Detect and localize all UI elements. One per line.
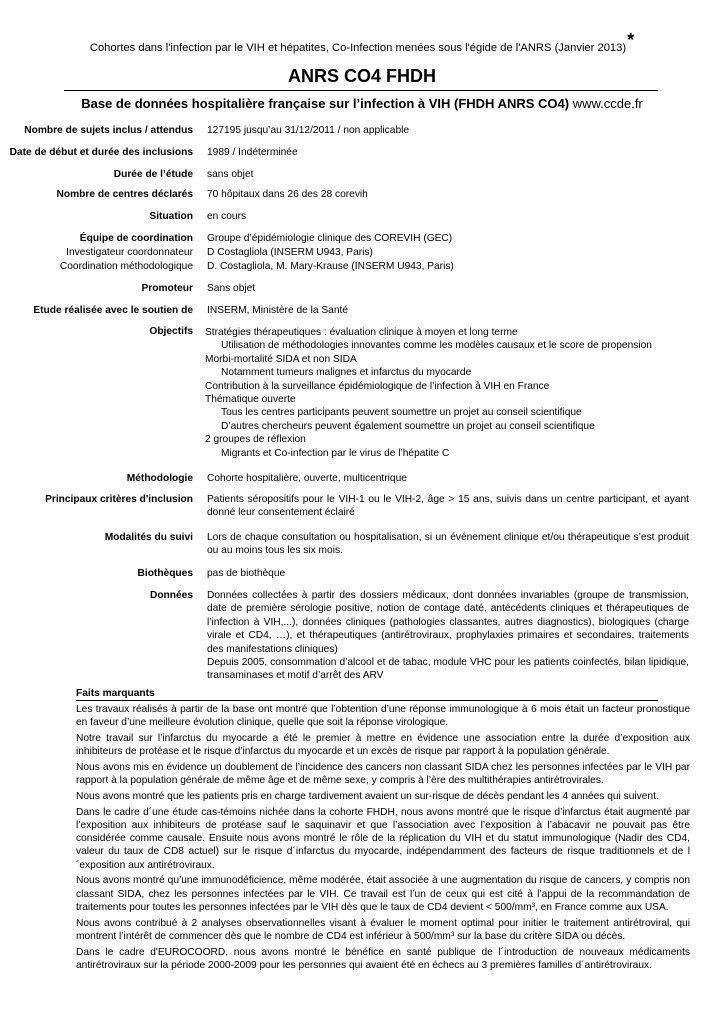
field-label: Équipe de coordination bbox=[79, 233, 193, 244]
faits-marquants-section bbox=[76, 703, 690, 975]
field-label: Etude réalisée avec le soutien de bbox=[33, 305, 193, 316]
objectif-line: Thématique ouverte bbox=[205, 394, 296, 406]
objectif-line: Stratégies thérapeutiques : évaluation clinique à moyen et long terme bbox=[205, 327, 518, 338]
field-label: Principaux critères d'inclusion bbox=[45, 494, 193, 505]
field-label: Date de début et durée des inclusions bbox=[9, 147, 193, 158]
field-label: Coordination méthodologique bbox=[59, 261, 193, 272]
field-value: Patients séropositifs pour le VIH-1 ou le VIH-2, âge > 15 ans, suivis dans un centre participant, et ayant donné leur consentement éclairé bbox=[207, 494, 689, 518]
field-label: Nombre de centres déclarés bbox=[56, 189, 193, 200]
faits-paragraph: Dans le cadre d'EUROCOORD, nous avons montré le bénéfice en santé publique de l´introduction de nouveaux médicaments antirétroviraux sur la période 2000-2009 pour les personnes qui avaient été en échecs au 3 premières familles d´antirétroviraux. bbox=[76, 946, 690, 971]
field-value: pas de biothèque bbox=[207, 568, 286, 579]
objectif-line: Migrants et Co-infection par le virus de l’hépatite C bbox=[221, 447, 450, 459]
objectif-line: Utilisation de méthodologies innovantes comme les modèles causaux et le score de propension bbox=[221, 340, 652, 352]
field-label: Promoteur bbox=[141, 283, 193, 294]
objectif-line: D’autres chercheurs peuvent également soumettre un projet au conseil scientifique bbox=[221, 420, 595, 432]
document-header bbox=[0, 30, 724, 55]
field-value: en cours bbox=[207, 211, 247, 222]
header-asterisk: * bbox=[627, 30, 635, 50]
header-text: Cohortes dans l'infection par le VIH et hépatites, Co-Infection menées sous l'égide de l'ANRS (Janvier 2013) bbox=[89, 42, 627, 54]
faits-paragraph: Dans le cadre d´une étude cas-témoins nichée dans la cohorte FHDH, nous avons montré que le risque d’infarctus était augmenté par l’exposition aux inhibiteurs de protéase sauf le saquinavir et que l’association avec l’exposition à l’abacavir ne pouvait pas être considérée comme causale. Ensuite nous avons montré le rôle de la réplication du VIH et du statut immunologique (Nadir des CD4, valeur du taux de CD8 actuel) sur le risque d´infarctus du myocarde, indépendamment des facteurs de risque traditionnels et de l´exposition aux antirétroviraux. bbox=[76, 806, 690, 871]
field-label: Données bbox=[149, 590, 193, 601]
field-value: 127195 jusqu’au 31/12/2011 / non applicable bbox=[207, 125, 410, 136]
field-value: sans objet bbox=[207, 169, 254, 180]
field-label: Modalités du suivi bbox=[104, 532, 193, 543]
faits-paragraph: Nous avons contribué à 2 analyses observationnelles visant à évaluer le moment optimal pour initier le traitement antirétroviral, qui montrent l’intérêt de commencer dès que le nombre de CD4 est inférieur à 500/mm³ sur la base du critère SIDA ou décès. bbox=[76, 917, 690, 942]
field-value: D. Costagliola, M. Mary-Krause (INSERM U943, Paris) bbox=[207, 261, 454, 272]
field-value: D Costagliola (INSERM U943, Paris) bbox=[207, 247, 373, 258]
subtitle-text: Base de données hospitalière française sur l’infection à VIH (FHDH ANRS CO4) bbox=[81, 96, 570, 111]
faits-divider bbox=[76, 700, 658, 701]
field-label: Investigateur coordonnateur bbox=[66, 247, 193, 258]
field-label: Méthodologie bbox=[126, 473, 193, 484]
faits-marquants-heading: Faits marquants bbox=[76, 688, 155, 699]
field-label: Biothèques bbox=[137, 568, 193, 579]
objectifs-list bbox=[205, 326, 652, 460]
field-label: Situation bbox=[149, 211, 193, 222]
page-title: ANRS CO4 FHDH bbox=[287, 66, 436, 86]
objectif-line: 2 groupes de réflexion bbox=[205, 434, 306, 446]
faits-paragraph: Les travaux réalisés à partir de la base ont montré que l’obtention d’une réponse immunologique à 6 mois était un facteur pronostique en faveur d’une meilleure évolution clinique, quelle que soit la réponse virologique. bbox=[76, 704, 690, 729]
donnees-text-2: Depuis 2005, consommation d’alcool et de tabac, module VHC pour les patients coinfectés, bilan lipidique, transaminases et motif d’arrêt des ARV bbox=[207, 657, 689, 682]
faits-paragraph: Nous avons montré que les patients pris en charge tardivement avaient un sur-risque de décès pendant les 4 années qui suivent. bbox=[76, 791, 659, 802]
field-label: Durée de l’étude bbox=[113, 169, 193, 180]
objectif-line: Morbi-mortalité SIDA et non SIDA bbox=[205, 353, 357, 365]
faits-paragraph: Nous avons montré qu’une immunodéficience, même modérée, était associée à une augmentation du risque de cancers, y compris non classant SIDA, chez les personnes infectées par le VIH. Ce travail est l’un de ceux qui est cité à l’appui de la recommandation de traitements pour toutes les personnes infectées par le VIH dès que le taux de CD4 devient < 500/mm³, en France comme aux USA. bbox=[76, 875, 690, 913]
objectif-line: Contribution à la surveillance épidémiologique de l’infection à VIH en France bbox=[205, 380, 550, 392]
faits-paragraph: Nous avons mis en évidence un doublement de l’incidence des cancers non classant SIDA chez les personnes infectées par le VIH par rapport à la population générale de même âge et de même sexe, y compris à l’ère des multithérapies antirétrovirales. bbox=[76, 762, 690, 787]
field-value: INSERM, Ministère de la Santé bbox=[207, 305, 348, 316]
objectif-line: Tous les centres participants peuvent soumettre un projet au conseil scientifique bbox=[221, 407, 582, 419]
field-value-block bbox=[207, 589, 689, 683]
field-label: Objectifs bbox=[149, 326, 193, 337]
field-value: 70 hôpitaux dans 26 des 28 corevih bbox=[207, 189, 368, 200]
faits-paragraph: Notre travail sur l’infarctus du myocarde a été le premier à mettre en évidence une association entre la durée d’exposition aux inhibiteurs de protéase et le risque d’infarctus du myocarde et un excès de risque par rapport à la population générale. bbox=[76, 733, 690, 758]
page-subtitle bbox=[0, 96, 724, 112]
field-value: 1989 / Indéterminée bbox=[207, 147, 298, 158]
field-value: Sans objet bbox=[207, 283, 256, 294]
title-divider bbox=[64, 90, 658, 91]
field-value: Groupe d’épidémiologie clinique des COREVIH (GEC) bbox=[207, 233, 453, 244]
donnees-text: Données collectées à partir des dossiers médicaux, dont données invariables (groupe de transmission, date de première sérologie positive, notion de contage daté, antécédents cliniques et thérapeutiques de l’infection à VIH,...), données cliniques (pathologies classantes, autres diagnostics), biologiques (charge virale et CD4, …), et thérapeutiques (antirétroviraux, prophylaxies primaires et secondaires, traitements des manifestations cliniques) bbox=[207, 590, 689, 655]
website-link[interactable]: www.ccde.fr bbox=[569, 96, 643, 111]
field-value: Lors de chaque consultation ou hospitalisation, si un événement clinique et/ou thérapeutique s’est produit ou au moins tous les six mois. bbox=[207, 532, 689, 556]
field-label: Nombre de sujets inclus / attendus bbox=[24, 125, 193, 136]
field-value: Cohorte hospitalière, ouverte, multicentrique bbox=[207, 473, 407, 484]
objectif-line: Notamment tumeurs malignes et infarctus du myocarde bbox=[221, 367, 472, 379]
